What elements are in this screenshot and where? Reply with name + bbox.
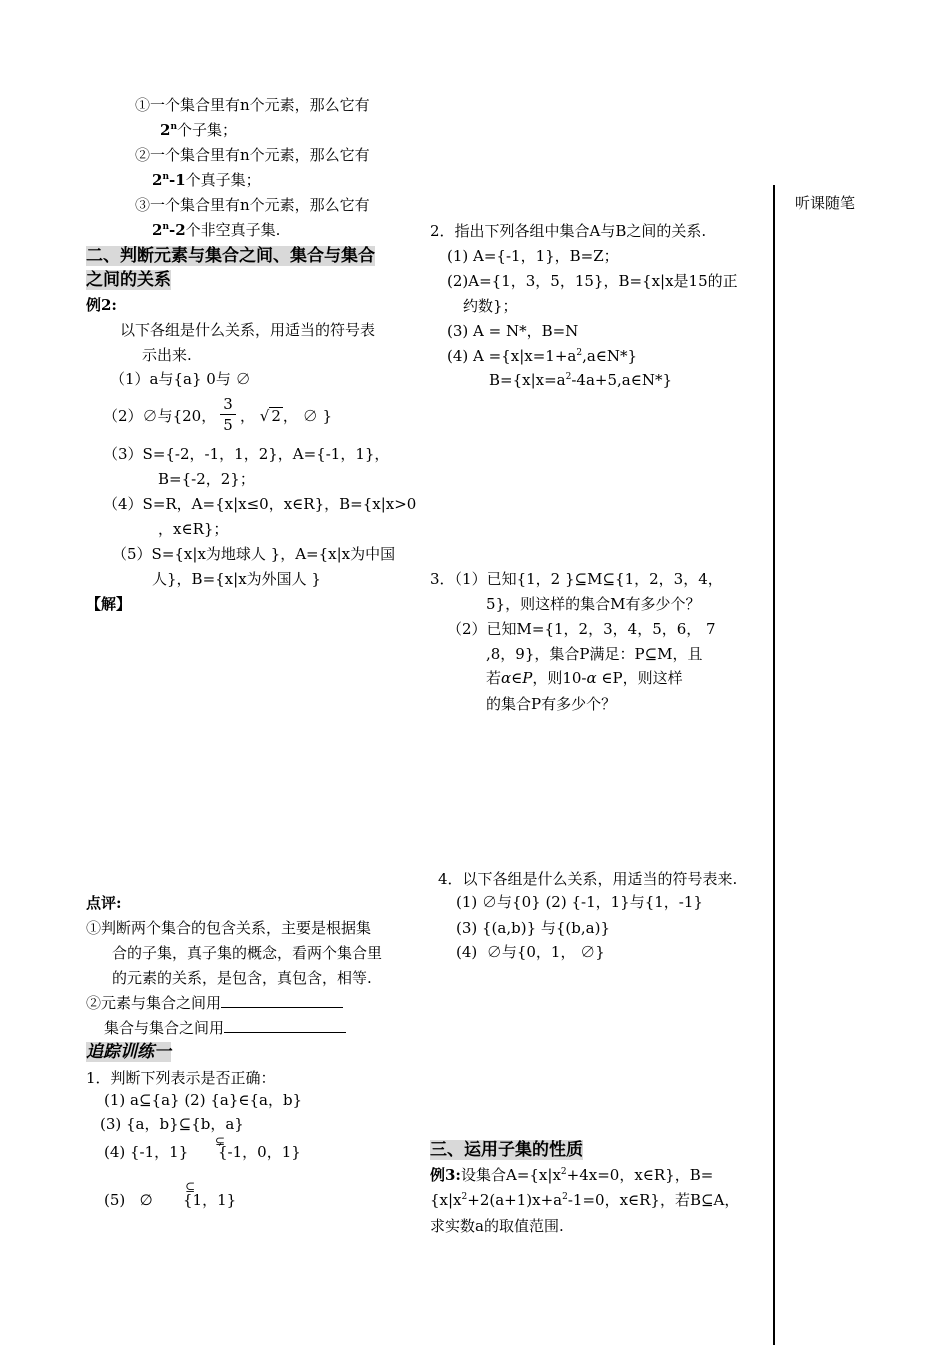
fraction-three-fifths: 3 5 bbox=[220, 395, 236, 434]
question-1-item-5: (5) ∅ bbox=[104, 1191, 153, 1209]
subset-symbol: ⊆ bbox=[184, 1180, 196, 1194]
question-4-item-4: (4) ∅与{0，1， ∅} bbox=[456, 943, 605, 961]
empty-set-symbol: ∅ bbox=[302, 407, 318, 425]
example-2-item-1: （1）a与{a} 0与 ∅ bbox=[110, 370, 251, 388]
question-1-item-4-set: {-1，0，1} bbox=[218, 1143, 301, 1161]
empty-set-symbol: ∅ bbox=[142, 407, 158, 425]
section-2-heading-cont: 之间的关系 bbox=[86, 270, 171, 290]
section-3-heading: 三、运用子集的性质 bbox=[430, 1140, 583, 1160]
example-2-item-3-cont: B={-2，2}； bbox=[158, 470, 255, 488]
proper-subset-symbol: ⊊ bbox=[214, 1134, 226, 1148]
question-3-part-2-ask: 的集合P有多少个？ bbox=[486, 695, 617, 713]
track-training-heading: 追踪训练一 bbox=[86, 1042, 171, 1062]
example-3-cont: {$x|x^2+2(a+1)x+a^2-1=0$，x∈R}，若B⊆A， bbox=[430, 1191, 740, 1209]
question-2-item-4: (4) $A =\{x|x=1+a^2,a\in N*\}$ bbox=[447, 347, 638, 365]
question-3-part-2: （2）已知M={1，2，3，4，5，6， 7 bbox=[447, 620, 716, 638]
question-3-part-1-cont: 5}，则这样的集合M有多少个？ bbox=[486, 595, 701, 613]
question-4-item-3: (3) {(a,b)} 与{(b,a)} bbox=[456, 919, 610, 937]
answer-blank[interactable] bbox=[221, 993, 343, 1008]
example-2-intro: 以下各组是什么关系，用适当的符号表 bbox=[120, 321, 376, 339]
question-1-item-1-2: (1) a⊆{a} (2) {a}∈{a，b} bbox=[104, 1091, 303, 1109]
question-2-item-2: (2)A={1，3，5，15}，B={x|x是15的正 bbox=[447, 272, 738, 290]
solution-label: 【解】 bbox=[86, 595, 132, 613]
example-2-item-4-cont: ，x∈R}； bbox=[158, 520, 229, 538]
question-3-part-1: 3．（1）已知{1，2 }⊆M⊆{1，2，3，4， bbox=[430, 570, 723, 588]
question-1-item-4: (4) {-1，1} bbox=[104, 1143, 189, 1161]
example-3-ask: 求实数a的取值范围. bbox=[430, 1217, 564, 1235]
question-2-item-3: (3) A = N*，B=N bbox=[447, 322, 579, 340]
question-1: 1．判断下列表示是否正确： bbox=[86, 1069, 276, 1087]
subset-property-2-count: 2$^n$-1个真子集； bbox=[152, 171, 261, 189]
answer-blank[interactable] bbox=[224, 1018, 346, 1033]
subset-property-1-count: 2$^n$个子集； bbox=[160, 121, 237, 139]
example-2-intro-cont: 示出来. bbox=[142, 346, 192, 364]
comment-2-cont: 集合与集合之间用 bbox=[104, 1018, 346, 1038]
question-4: 4．以下各组是什么关系，用适当的符号表来. bbox=[438, 870, 738, 888]
question-2-item-1: (1) A={-1，1}，B=Z； bbox=[447, 247, 619, 265]
empty-set-symbol: ∅ bbox=[580, 943, 596, 961]
example-2-item-5-cont: 人}，B={x|x为外国人 } bbox=[152, 570, 321, 588]
question-4-items-1-2: (1) ∅与{0} (2) {-1，1}与{1，-1} bbox=[456, 893, 703, 911]
question-1-item-5-set: {1，1} bbox=[183, 1191, 237, 1209]
example-2-item-2: （2）∅与{20， bbox=[103, 407, 217, 425]
question-3-part-2-condition: 若α∈P，则10-α ∈P，则这样 bbox=[486, 669, 683, 687]
question-1-item-3: (3) {a，b}⊆{b，a} bbox=[100, 1115, 244, 1133]
example-3: 例3:设集合$A=\{x|x^2+4x=0$，x∈R}，B= bbox=[430, 1166, 714, 1184]
comment-label: 点评: bbox=[86, 894, 122, 912]
margin-note-label: 听课随笔 bbox=[795, 194, 856, 212]
question-2: 2．指出下列各组中集合A与B之间的关系. bbox=[430, 222, 707, 240]
empty-set-symbol: ∅ bbox=[486, 943, 502, 961]
comment-2: ②元素与集合之间用 bbox=[86, 993, 343, 1013]
margin-divider bbox=[773, 185, 775, 1345]
empty-set-symbol: ∅ bbox=[482, 893, 498, 911]
question-3-part-2-cont: ,8，9}，集合P满足：P⊆M，且 bbox=[486, 645, 703, 663]
subset-property-3-count: 2$^n$-2个非空真子集. bbox=[152, 221, 281, 239]
comment-1-cont: 合的子集，真子集的概念，看两个集合里 bbox=[112, 944, 383, 962]
example-2-item-5: （5）S={x|x为地球人 }，A={x|x为中国 bbox=[112, 545, 396, 563]
section-2-heading: 二、判断元素与集合之间、集合与集合 bbox=[86, 246, 375, 266]
subset-property-2: ②一个集合里有n个元素，那么它有 bbox=[135, 146, 370, 164]
empty-set-symbol: ∅ bbox=[235, 370, 251, 388]
example-2-item-3: （3）S={-2，-1，1，2}，A={-1，1}， bbox=[103, 445, 390, 463]
comment-1-cont-2: 的元素的关系，是包含，真包含，相等. bbox=[112, 969, 372, 987]
example-2-label: 例2: bbox=[86, 296, 117, 314]
subset-property-3: ③一个集合里有n个元素，那么它有 bbox=[135, 196, 370, 214]
example-2-item-4: （4）S=R，A={x|x≤0，x∈R}，B={x|x>0 bbox=[103, 495, 417, 513]
question-2-item-4-b: $B=\{x|x=a^2-4a+5,a\in N*\}$ bbox=[489, 371, 673, 389]
example-2-item-2-rest: ， √ 2 ， ∅ } bbox=[240, 407, 333, 425]
sqrt-two: 2 bbox=[271, 407, 281, 425]
subset-property-1: ①一个集合里有n个元素，那么它有 bbox=[135, 96, 370, 114]
question-2-item-2-cont: 约数}； bbox=[463, 297, 518, 315]
empty-set-symbol: ∅ bbox=[139, 1191, 153, 1209]
comment-1: ①判断两个集合的包含关系，主要是根据集 bbox=[86, 919, 372, 937]
